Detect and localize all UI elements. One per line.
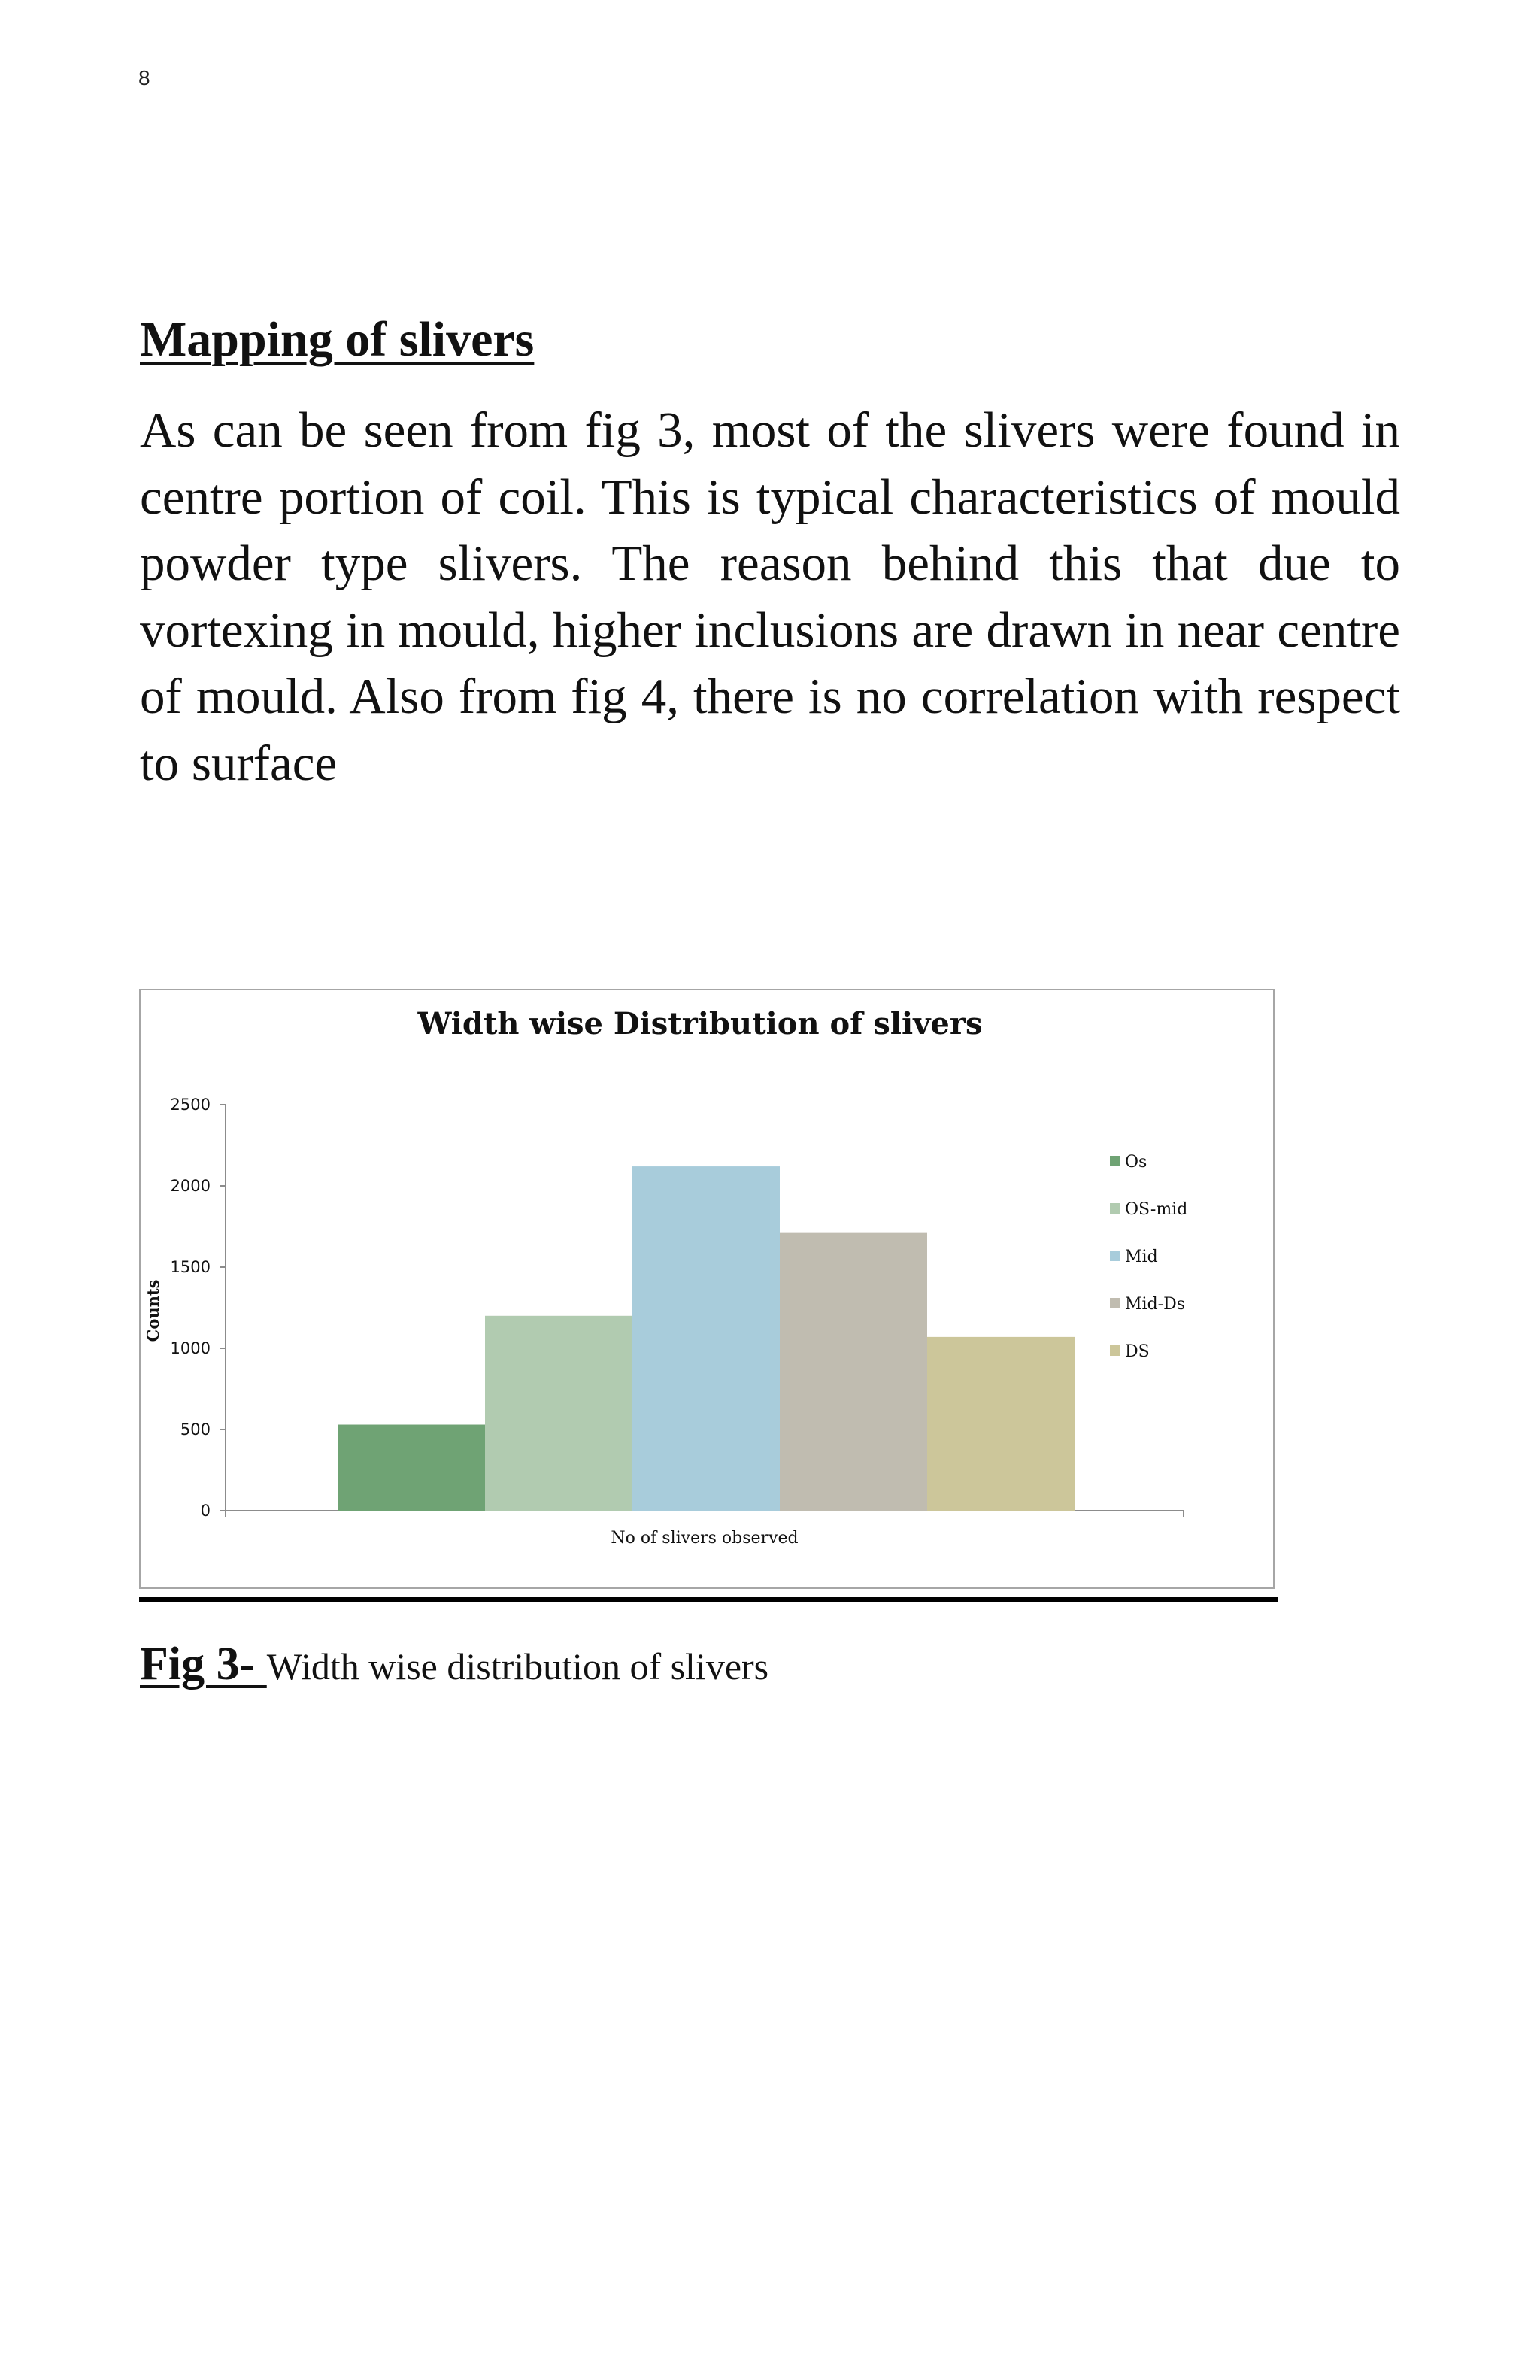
y-tick-label: 2500 — [170, 1096, 211, 1114]
y-tick-label: 500 — [180, 1420, 211, 1439]
legend-label: OS-mid — [1125, 1200, 1188, 1219]
y-tick-label: 0 — [200, 1502, 211, 1520]
legend-swatch — [1110, 1298, 1120, 1308]
caption-text: Width wise distribution of slivers — [266, 1645, 769, 1687]
figure-caption — [140, 1638, 768, 1691]
bar-os-mid — [485, 1316, 632, 1511]
legend-label: Os — [1125, 1153, 1147, 1172]
legend-label: Mid-Ds — [1125, 1295, 1186, 1314]
y-axis — [171, 1096, 226, 1520]
bar-ds — [927, 1337, 1075, 1511]
horizontal-rule — [139, 1597, 1278, 1602]
bar-group — [338, 1166, 1075, 1511]
legend-label: DS — [1125, 1342, 1150, 1361]
page-number: 8 — [138, 66, 150, 89]
legend-swatch — [1110, 1156, 1120, 1166]
legend-swatch — [1110, 1345, 1120, 1356]
x-axis-label: No of slivers observed — [611, 1529, 799, 1548]
bar-os — [338, 1425, 485, 1511]
x-axis — [226, 1511, 1184, 1517]
y-tick-label: 1000 — [170, 1339, 211, 1357]
bar-chart — [141, 990, 1273, 1587]
chart-title: Width wise Distribution of slivers — [417, 1006, 983, 1041]
chart-container — [139, 989, 1275, 1589]
legend-label: Mid — [1125, 1248, 1158, 1266]
chart-legend — [1110, 1153, 1187, 1361]
section-heading: Mapping of slivers — [140, 312, 535, 367]
body-paragraph: As can be seen from fig 3, most of the slivers were found in centre portion of coil. This is typical characteristics of mould powder type slivers. The reason behind this that due to vortexing in mould, higher inclusions are drawn in near centre of mould. Also from fig 4, there is no correlation with respect to surface — [140, 402, 1400, 791]
y-tick-label: 1500 — [170, 1258, 211, 1276]
bar-mid — [632, 1166, 780, 1511]
caption-label: Fig 3- — [140, 1639, 267, 1690]
bar-mid-ds — [780, 1233, 927, 1511]
y-axis-label: Counts — [144, 1279, 162, 1342]
legend-swatch — [1110, 1203, 1120, 1214]
legend-swatch — [1110, 1251, 1120, 1261]
y-tick-label: 2000 — [170, 1177, 211, 1195]
